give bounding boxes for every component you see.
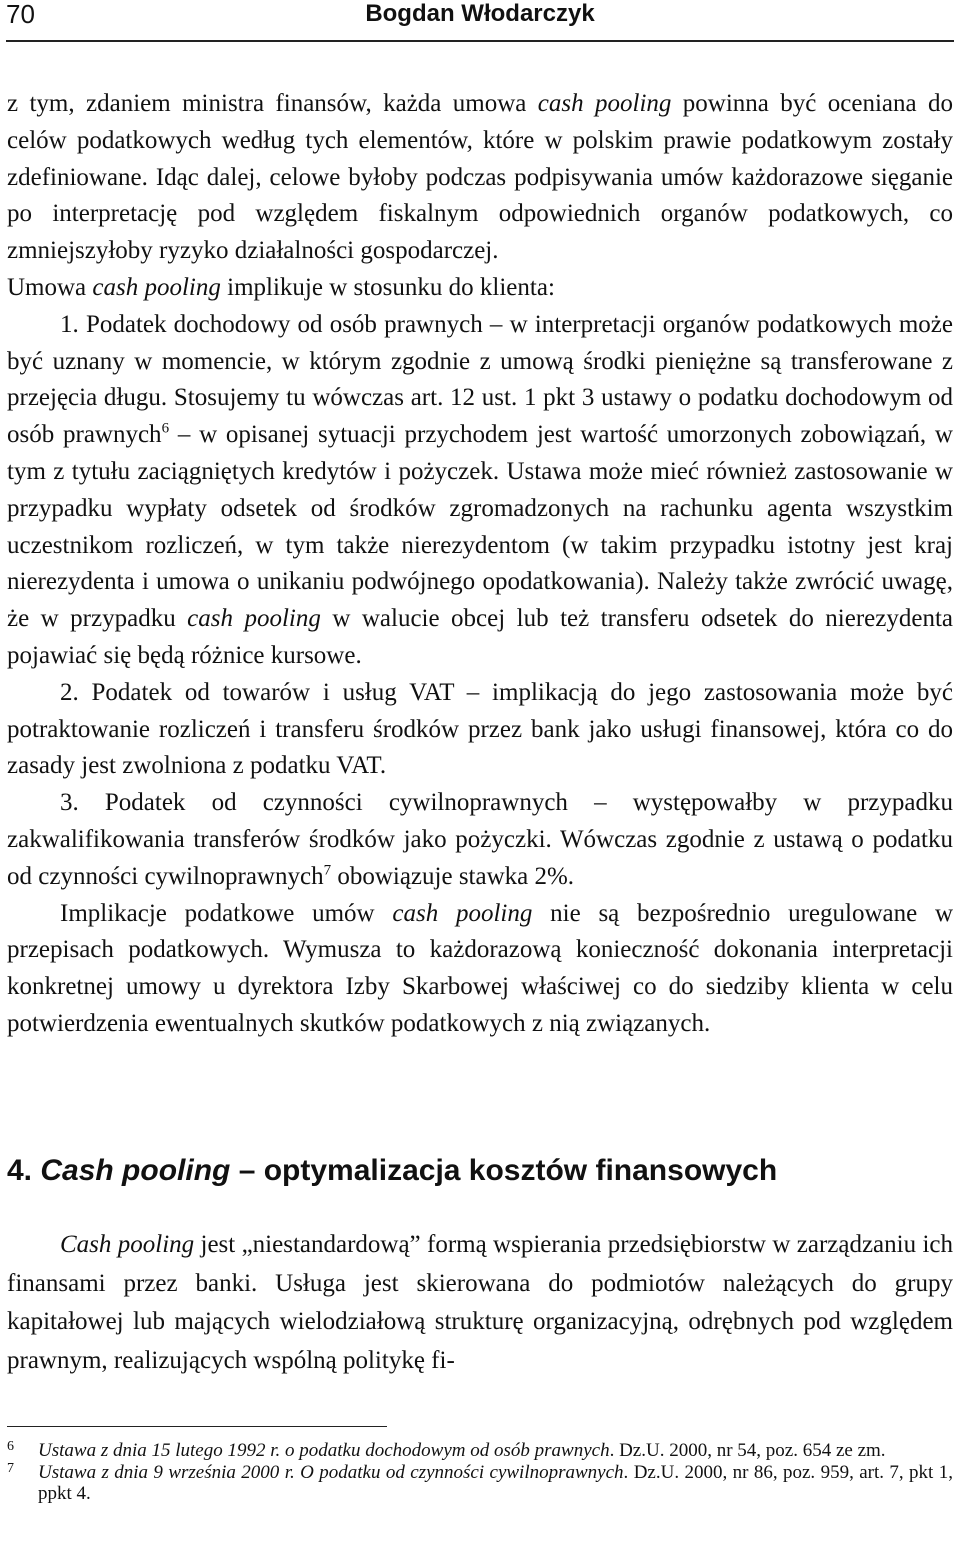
footnote-title: Ustawa z dnia 9 września 2000 r. O podatku od czynności cywilnoprawnych [38,1461,624,1483]
page-header [0,0,960,44]
paragraph-3 [7,307,953,675]
paragraph-2 [7,270,953,307]
footnote-mark: 6 [7,1439,14,1454]
text-run: Implikacje podatkowe umów [60,899,393,927]
section-number: 4. [7,1154,41,1187]
footnote-citation: . Dz.U. 2000, nr 54, poz. 654 ze zm. [609,1440,886,1461]
italic-term: Cash pooling [60,1231,195,1258]
footnote-rule [7,1426,387,1427]
text-run: 3. Podatek od czynności cywilnoprawnych – występowałby w przypadku zakwalifikowania transferów środków jako pożyczki. Wówczas zgodnie z ustawą o podatku od czynności cywilnoprawnych [7,789,953,890]
footnotes [7,1440,953,1505]
footnote-title: Ustawa z dnia 15 lutego 1992 r. o podatku dochodowym od osób prawnych [38,1440,610,1461]
footnote-ref-6[interactable]: 6 [161,420,170,437]
running-head-author: Bogdan Włodarczyk [365,0,595,27]
section-paragraph-1 [7,1226,953,1380]
footnote-ref-7[interactable]: 7 [323,862,332,879]
page-number: 70 [6,0,35,29]
section-title-rest: – optymalizacja kosztów finansowych [230,1154,778,1187]
italic-term: cash pooling [537,90,672,117]
italic-term: cash pooling [92,273,221,301]
text-run: obowiązuje stawka 2%. [331,862,575,890]
text-run: – w opisanej sytuacji przychodem jest wartość umorzonych zobowiązań, w tym z tytułu zaciągniętych kredytów i pożyczek. Ustawa może mieć również zastosowanie w przypadku wypłaty odsetek od środków zgromadzonych na rachunku agenta wszystkim uczestnikom rozliczeń, w tym także nierezydentom (w takim przypadku istotny jest kraj nierezydenta i umowa o unikaniu podwójnego opodatkowania). Należy także zwrócić uwagę, że w przypadku [7,421,953,633]
section-heading [7,1151,777,1191]
paragraph-5 [7,785,953,895]
footnote-7 [7,1462,953,1505]
text-run: jest „niestandardową” formą wspierania przedsiębiorstw w zarządzaniu ich finansami przez banki. Usługa jest skierowana do podmiotów należących do grupy kapitałowej lub mających wielodziałową strukturę organizacyjną, odrębnych pod względem prawnym, realizujących wspólną politykę fi- [7,1231,953,1374]
text-run: w walucie obcej lub też transferu odsetek do nierezydenta pojawiać się będą różnice kursowe. [7,605,953,669]
section-title-italic: Cash pooling [40,1154,231,1187]
text-run: nie są bezpośrednio uregulowane w przepisach podatkowych. Wymusza to każdorazową konieczność dokonania interpretacji konkretnej umowy u dyrektora Izby Skarbowej właściwej co do siedziby klienta w celu potwierdzenia ewentualnych skutków podatkowych z nią związanych. [7,899,954,1037]
italic-term: cash pooling [392,899,533,927]
text-run: powinna być oceniana do celów podatkowych według tych elementów, które w polskim prawie podatkowym zostały zdefiniowane. Idąc dalej, celowe byłoby podczas podpisywania umów każdorazowe sięganie po interpretację pod względem fiskalnym odpowiednich organów podatkowych, co zmniejszyłoby ryzyko działalności gospodarczej. [7,90,954,265]
text-run: Umowa [7,273,93,301]
main-text [7,86,953,1043]
text-run: z tym, zdaniem ministra finansów, każda umowa [7,90,538,117]
text-run: 1. Podatek dochodowy od osób prawnych – w interpretacji organów podatkowych może być uznany w momencie, w którym zgodnie z umową środki pieniężne są transferowane z przejęcia długu. Stosujemy tu wówczas art. 12 ust. 1 pkt 3 ustawy o podatku dochodowym od osób prawnych [7,310,953,449]
header-rule [6,40,954,42]
footnote-6 [7,1440,953,1462]
italic-term: cash pooling [187,605,321,633]
footnote-citation: . Dz.U. 2000, nr 86, poz. 959, art. 7, pkt 1, ppkt 4. [38,1461,953,1504]
footnote-mark: 7 [7,1460,14,1476]
paragraph-6 [7,896,953,1043]
paragraph-4: 2. Podatek od towarów i usług VAT – implikacją do jego zastosowania może być potraktowanie rozliczeń i transferu środków przez bank jako usługi finansowej, która co do zasady jest zwolniona z podatku VAT. [7,678,953,780]
paragraph-1 [7,86,953,270]
text-run: implikuje w stosunku do klienta: [220,273,555,301]
